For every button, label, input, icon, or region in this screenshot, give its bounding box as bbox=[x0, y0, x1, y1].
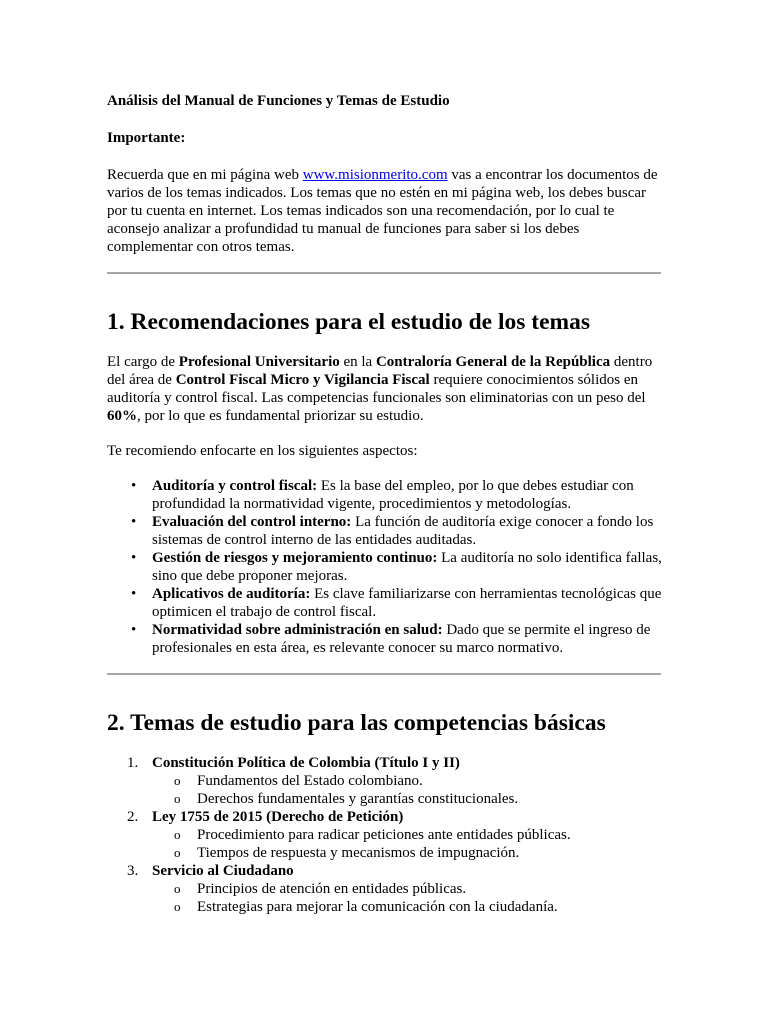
paragraph-text: requiere conocimientos sólidos en auditoría y control fiscal. Las competencias funcionales son eliminatorias con un peso del bbox=[107, 372, 646, 406]
bullet-icon: • bbox=[131, 550, 137, 566]
subtopic-item bbox=[174, 826, 663, 844]
paragraph-text: en la bbox=[339, 354, 376, 370]
subtopic-text: Tiempos de respuesta y mecanismos de impugnación. bbox=[197, 845, 520, 861]
circle-bullet-icon: o bbox=[174, 899, 181, 914]
circle-bullet-icon: o bbox=[174, 791, 181, 806]
intro-text-before-link: Recuerda que en mi página web bbox=[107, 167, 303, 183]
subtopic-text: Fundamentos del Estado colombiano. bbox=[197, 773, 423, 789]
misionmerito-link[interactable]: www.misionmerito.com bbox=[302, 167, 448, 183]
area-name-emphasis: Control Fiscal Micro y Vigilancia Fiscal bbox=[175, 372, 430, 388]
section-1-heading: 1. Recomendaciones para el estudio de los temas bbox=[107, 309, 591, 335]
weight-percentage-emphasis: 60% bbox=[107, 408, 137, 424]
bullet-icon: • bbox=[131, 622, 137, 638]
aspects-lead-in: Te recomiendo enfocarte en los siguientes aspectos: bbox=[107, 443, 418, 459]
bullet-icon: • bbox=[131, 478, 137, 494]
important-label: Importante: bbox=[107, 130, 186, 146]
subtopic-item bbox=[174, 844, 663, 862]
subtopic-item bbox=[174, 898, 663, 916]
topic-number: 3. bbox=[127, 863, 139, 879]
aspect-text: Dado que se permite el ingreso de profesionales en esta área, es relevante conocer su marco normativo. bbox=[152, 622, 651, 656]
subtopic-text: Principios de atención en entidades públicas. bbox=[197, 881, 467, 897]
aspect-label: Evaluación del control interno: bbox=[152, 514, 352, 530]
aspect-text: Es clave familiarizarse con herramientas tecnológicas que optimicen el trabajo de control fiscal. bbox=[152, 586, 662, 620]
aspect-label: Auditoría y control fiscal: bbox=[152, 478, 318, 494]
topic-title: Constitución Política de Colombia (Título I y II) bbox=[152, 755, 460, 771]
aspects-list bbox=[107, 477, 663, 657]
topic-title: Ley 1755 de 2015 (Derecho de Petición) bbox=[152, 809, 404, 825]
aspect-label: Normatividad sobre administración en salud: bbox=[152, 622, 443, 638]
aspect-label: Gestión de riesgos y mejoramiento continuo: bbox=[152, 550, 438, 566]
list-item bbox=[131, 477, 663, 513]
section-1-paragraph bbox=[107, 353, 663, 425]
intro-paragraph bbox=[107, 166, 663, 256]
topic-title: Servicio al Ciudadano bbox=[152, 863, 294, 879]
circle-bullet-icon: o bbox=[174, 773, 181, 788]
circle-bullet-icon: o bbox=[174, 845, 181, 860]
circle-bullet-icon: o bbox=[174, 827, 181, 842]
document-page bbox=[107, 92, 663, 916]
list-item bbox=[131, 621, 663, 657]
topic-number: 2. bbox=[127, 809, 139, 825]
subtopic-list bbox=[152, 880, 663, 916]
subtopic-list bbox=[152, 772, 663, 808]
entity-name-emphasis: Contraloría General de la República bbox=[375, 354, 611, 370]
list-item bbox=[131, 549, 663, 585]
section-2-heading: 2. Temas de estudio para las competencias básicas bbox=[107, 710, 606, 736]
subtopic-list bbox=[152, 826, 663, 862]
topic-item bbox=[127, 808, 663, 862]
intro-text-after-link: vas a encontrar los documentos de varios de los temas indicados. Los temas que no estén en mi página web, los debes buscar por tu cuenta en internet. Los temas indicados son una recomendación, por lo cual te aconsejo analizar a profundidad tu manual de funciones para saber si los debes complementar con otros temas. bbox=[107, 167, 658, 255]
horizontal-divider-1 bbox=[107, 272, 661, 274]
subtopic-item bbox=[174, 772, 663, 790]
paragraph-text: dentro del área de bbox=[107, 354, 653, 388]
list-item bbox=[131, 513, 663, 549]
subtopic-item bbox=[174, 880, 663, 898]
topic-number: 1. bbox=[127, 755, 139, 771]
job-title-emphasis: Profesional Universitario bbox=[178, 354, 340, 370]
aspect-label: Aplicativos de auditoría: bbox=[152, 586, 311, 602]
topics-list bbox=[107, 754, 663, 916]
document-title: Análisis del Manual de Funciones y Temas de Estudio bbox=[107, 93, 450, 109]
topic-item bbox=[127, 754, 663, 808]
subtopic-text: Procedimiento para radicar peticiones ante entidades públicas. bbox=[197, 827, 571, 843]
bullet-icon: • bbox=[131, 514, 137, 530]
subtopic-item bbox=[174, 790, 663, 808]
horizontal-divider-2 bbox=[107, 673, 661, 675]
subtopic-text: Estrategias para mejorar la comunicación con la ciudadanía. bbox=[197, 899, 558, 915]
subtopic-text: Derechos fundamentales y garantías constitucionales. bbox=[197, 791, 519, 807]
paragraph-text: , por lo que es fundamental priorizar su estudio. bbox=[137, 408, 424, 424]
aspect-text: La función de auditoría exige conocer a fondo los sistemas de control interno de las entidades auditadas. bbox=[152, 514, 654, 548]
aspect-text: Es la base del empleo, por lo que debes estudiar con profundidad la normatividad vigente, procedimientos y metodologías. bbox=[152, 478, 634, 512]
topic-item bbox=[127, 862, 663, 916]
circle-bullet-icon: o bbox=[174, 881, 181, 896]
paragraph-text: El cargo de bbox=[107, 354, 179, 370]
bullet-icon: • bbox=[131, 586, 137, 602]
list-item bbox=[131, 585, 663, 621]
aspect-text: La auditoría no solo identifica fallas, sino que debe proponer mejoras. bbox=[152, 550, 662, 584]
